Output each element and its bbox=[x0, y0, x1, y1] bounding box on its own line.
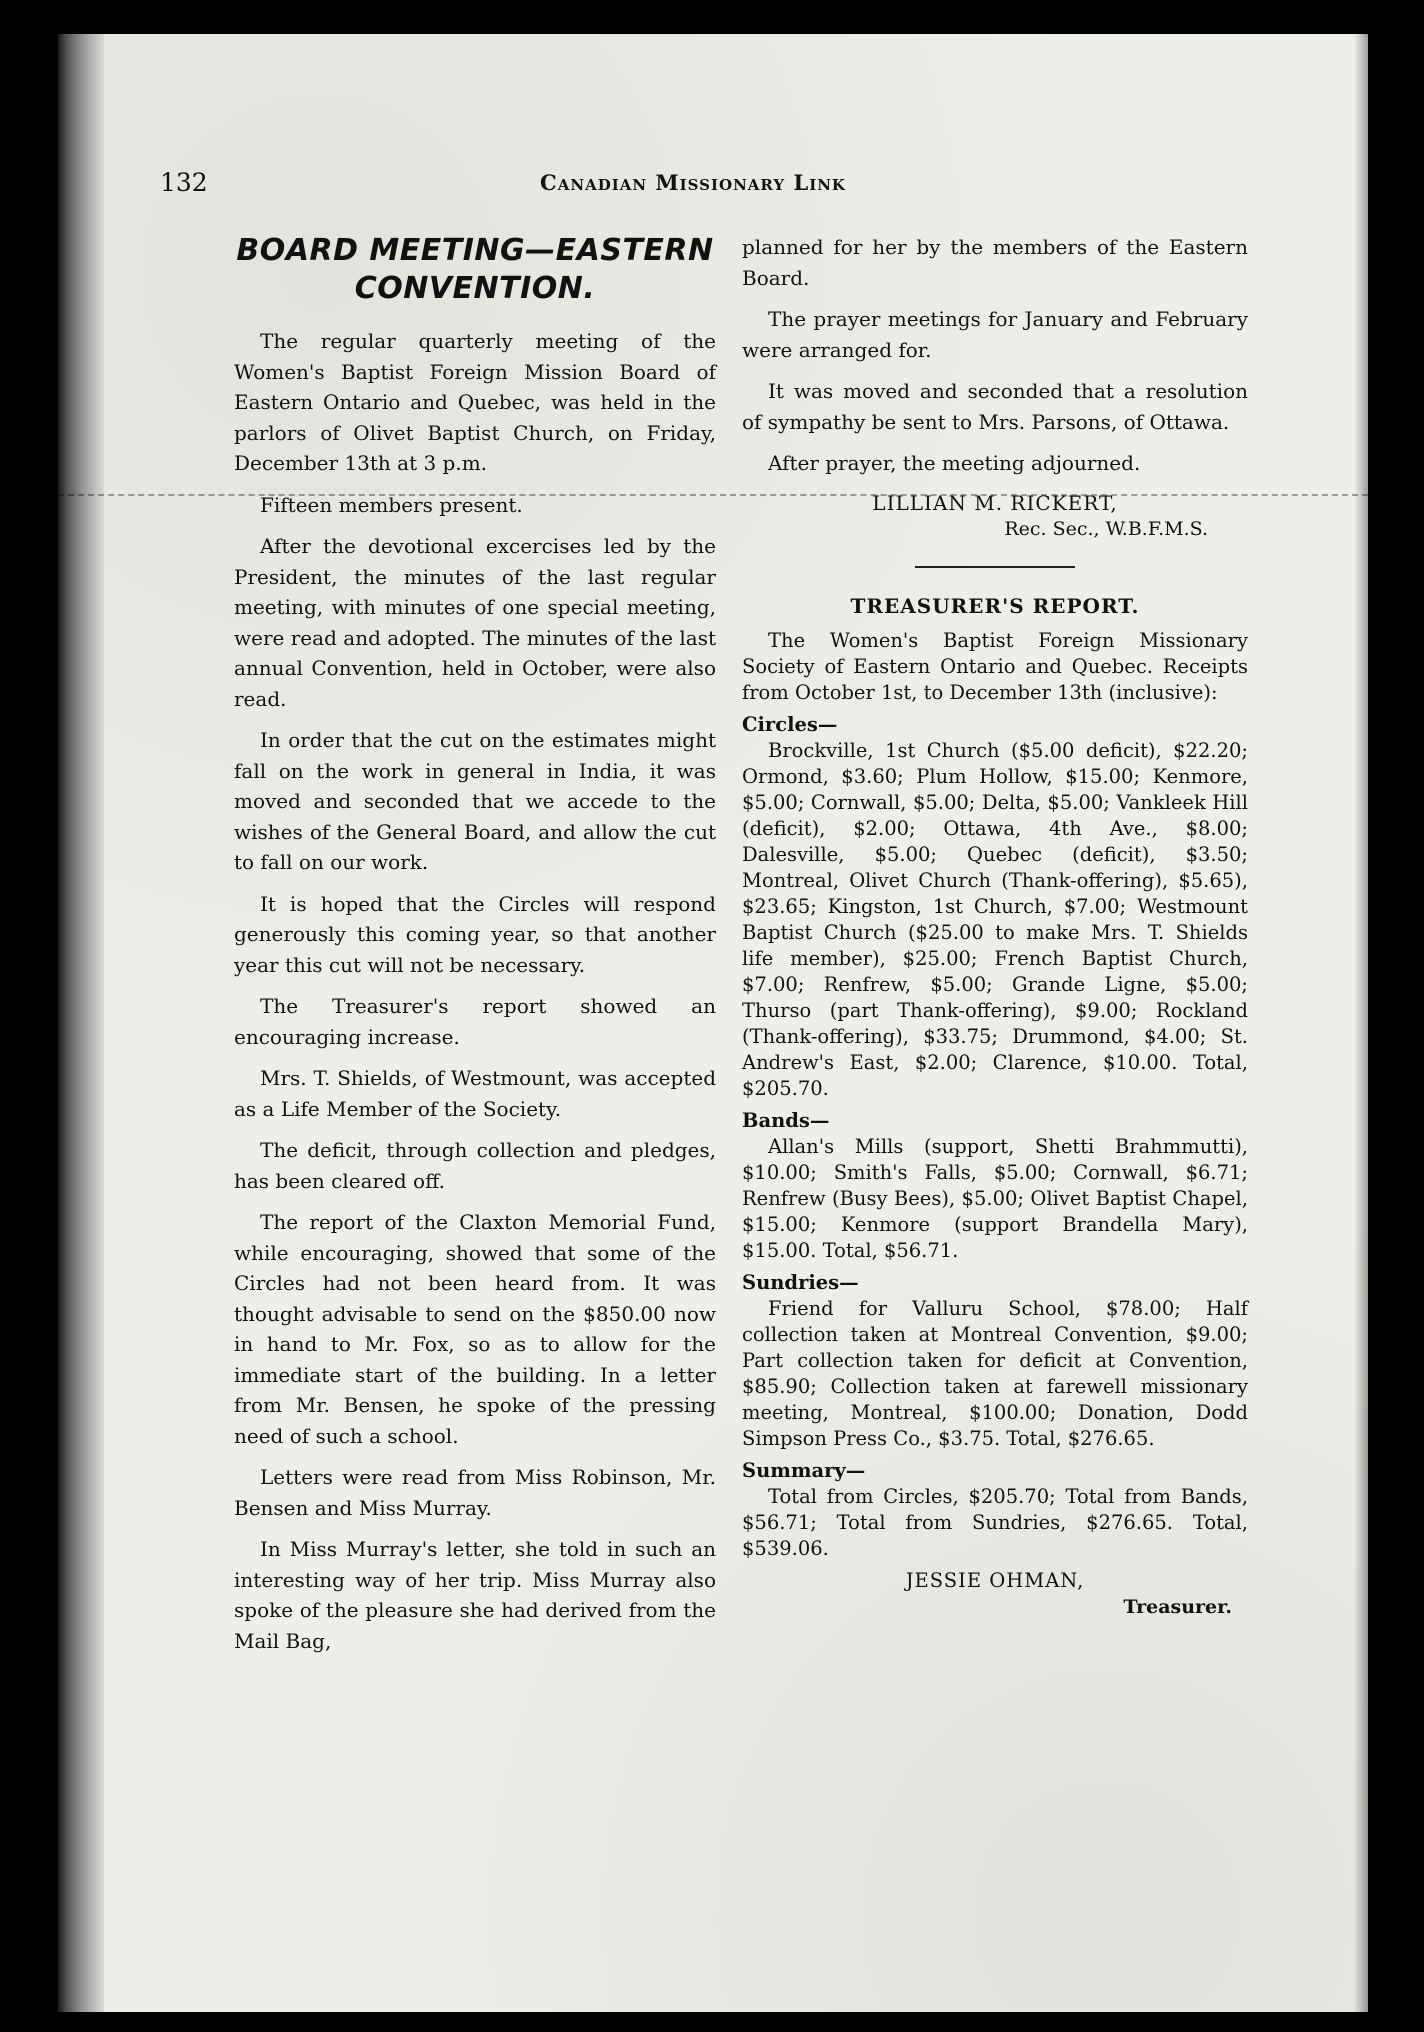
paragraph: The report of the Claxton Memorial Fund, while encouraging, showed that some of the Circles had not been heard from. It was thought advisable to send on the $850.00 now in hand to Mr. Fox, so as to allow for the immediate start of the building. In a letter from Mr. Bensen, he spoke of the pressing need of such a school. bbox=[234, 1210, 716, 1448]
treasurer-report-title: TREASURER'S REPORT. bbox=[850, 593, 1140, 618]
article-title-line-2: CONVENTION. bbox=[354, 271, 596, 306]
bands-heading: Bands— bbox=[742, 1108, 830, 1132]
sundries-heading: Sundries— bbox=[742, 1270, 859, 1294]
paragraph: In Miss Murray's letter, she told in such an interesting way of her trip. Miss Murray also spoke of the pleasure she had derived from the Mail Bag, bbox=[234, 1537, 716, 1653]
book-binding-shadow bbox=[58, 34, 104, 2012]
article-title-line-1: BOARD MEETING—EASTERN bbox=[236, 233, 714, 268]
paragraph: The regular quarterly meeting of the Women's Baptist Foreign Mission Board of Eastern Ontario and Quebec, was held in the parlors of Olivet Baptist Church, on Friday, December 13th at 3 p.m. bbox=[234, 329, 716, 475]
paragraph: The prayer meetings for January and February were arranged for. bbox=[742, 307, 1248, 362]
sundries-receipts: Friend for Valluru School, $78.00; Half collection taken at Montreal Convention, $9.00; Part collection taken for deficit at Convention, $85.90; Collection taken at farewell missionary meeting, Montreal, $100.00; Donation, Dodd Simpson Press Co., $3.75. Total, $276.65. bbox=[742, 1296, 1248, 1450]
paragraph: In order that the cut on the estimates might fall on the work in general in India, it was moved and seconded that we accede to the wishes of the General Board, and allow the cut to fall on our work. bbox=[234, 728, 716, 874]
summary-heading: Summary— bbox=[742, 1458, 866, 1482]
right-column bbox=[742, 232, 1248, 1620]
circles-receipts: Brockville, 1st Church ($5.00 deficit), $22.20; Ormond, $3.60; Plum Hollow, $15.00; Kenmore, $5.00; Cornwall, $5.00; Delta, $5.00; Vankleek Hill (deficit), $2.00; Ottawa, 4th Ave., $8.00; Dalesville, $5.00; Quebec (deficit), $3.50; Montreal, Olivet Church (Thank-offering), $5.65), $23.65; Kingston, 1st Church, $7.00; Westmount Baptist Church ($25.00 to make Mrs. T. Shields life member), $25.00; French Baptist Church, $7.00; Renfrew, $5.00; Grande Ligne, $5.00; Thurso (part Thank-offering), $9.00; Rockland (Thank-offering), $33.75; Drummond, $4.00; St. Andrew's East, $2.00; Clarence, $10.00. Total, $205.70. bbox=[742, 738, 1248, 1100]
treasurer-signature-title: Treasurer. bbox=[1123, 1595, 1232, 1618]
paragraph: Letters were read from Miss Robinson, Mr. Bensen and Miss Murray. bbox=[234, 1465, 716, 1520]
circles-heading: Circles— bbox=[742, 712, 838, 736]
secretary-signature-name: LILLIAN M. RICKERT, bbox=[872, 490, 1118, 515]
left-column bbox=[234, 232, 716, 1667]
continued-paragraph: planned for her by the members of the Eastern Board. bbox=[742, 235, 1248, 290]
paragraph: After prayer, the meeting adjourned. bbox=[768, 451, 1141, 475]
secretary-signature-title: Rec. Sec., W.B.F.M.S. bbox=[1004, 517, 1208, 540]
treasurer-signature-name: JESSIE OHMAN, bbox=[905, 1568, 1085, 1592]
paragraph: It is hoped that the Circles will respond generously this coming year, so that another year this cut will not be necessary. bbox=[234, 891, 716, 977]
page-header bbox=[160, 168, 1220, 198]
paragraph: The deficit, through collection and pledges, has been cleared off. bbox=[234, 1138, 716, 1193]
article-title bbox=[234, 232, 716, 308]
summary-totals: Total from Circles, $205.70; Total from Bands, $56.71; Total from Sundries, $276.65. Total, $539.06. bbox=[742, 1484, 1248, 1560]
paragraph: Mrs. T. Shields, of Westmount, was accepted as a Life Member of the Society. bbox=[234, 1066, 716, 1121]
treasurer-report-intro: The Women's Baptist Foreign Missionary Society of Eastern Ontario and Quebec. Receipts from October 1st, to December 13th (inclusive): bbox=[742, 628, 1248, 704]
paragraph: It was moved and seconded that a resolution of sympathy be sent to Mrs. Parsons, of Ottawa. bbox=[742, 379, 1248, 434]
bands-receipts: Allan's Mills (support, Shetti Brahmmutti), $10.00; Smith's Falls, $5.00; Cornwall, $6.71; Renfrew (Busy Bees), $5.00; Olivet Baptist Chapel, $15.00; Kenmore (support Brandella Mary), $15.00. Total, $56.71. bbox=[742, 1134, 1248, 1262]
paragraph: The Treasurer's report showed an encouraging increase. bbox=[234, 994, 716, 1049]
section-divider bbox=[915, 566, 1075, 568]
page-edge-shadow bbox=[1354, 34, 1368, 2012]
paragraph: After the devotional excercises led by the President, the minutes of the last regular meeting, with minutes of one special meeting, were read and adopted. The minutes of the last annual Convention, held in October, were also read. bbox=[234, 534, 716, 711]
journal-title: Canadian Missionary Link bbox=[540, 170, 846, 195]
paragraph: Fifteen members present. bbox=[260, 492, 523, 517]
page-number: 132 bbox=[160, 168, 208, 197]
